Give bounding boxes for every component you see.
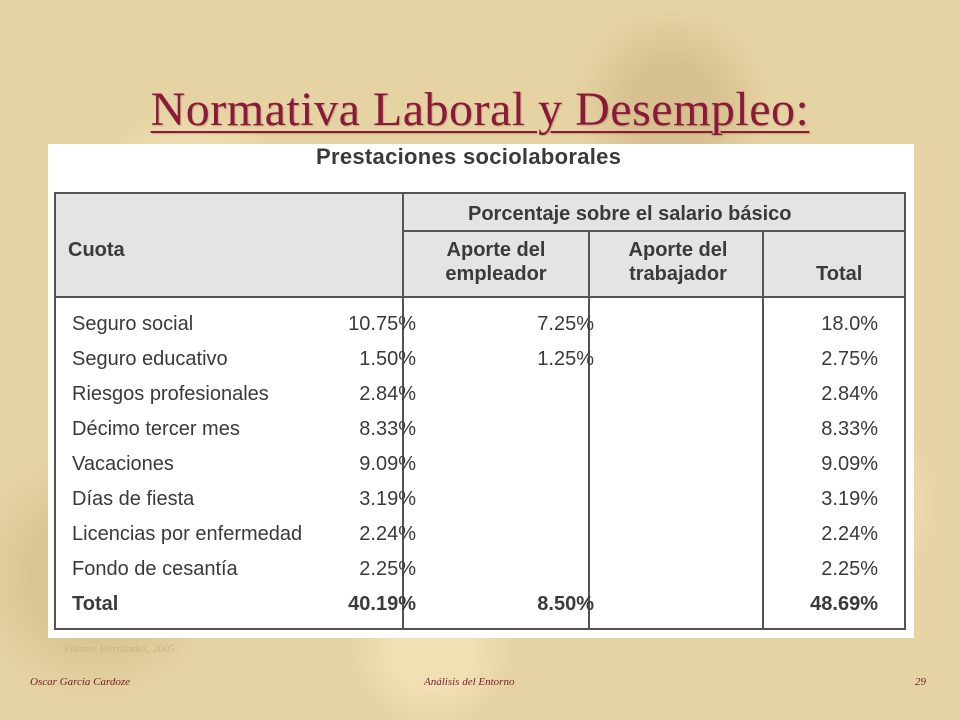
total-value: 2.25% xyxy=(821,558,878,580)
row-label: Fondo de cesantía xyxy=(72,558,238,580)
header-employer: Aporte del empleador xyxy=(445,239,547,285)
benefits-table xyxy=(54,192,906,630)
employer-value: 8.33% xyxy=(359,418,416,440)
header-group-label: Porcentaje sobre el salario básico xyxy=(468,203,792,225)
worker-value: 8.50% xyxy=(537,593,594,615)
page-number: 29 xyxy=(915,676,926,688)
slide-title: Normativa Laboral y Desempleo: xyxy=(150,83,810,136)
header-total: Total xyxy=(816,263,863,285)
employer-value: 1.50% xyxy=(359,348,416,370)
total-value: 2.84% xyxy=(821,383,878,405)
table-row-total xyxy=(56,587,904,622)
employer-value: 2.84% xyxy=(359,383,416,405)
table-row xyxy=(56,412,904,447)
table-row xyxy=(56,447,904,482)
row-label: Total xyxy=(72,593,119,615)
employer-value: 9.09% xyxy=(359,453,416,475)
employer-value: 10.75% xyxy=(348,313,416,335)
total-value: 3.19% xyxy=(821,488,878,510)
worker-value: 1.25% xyxy=(537,348,594,370)
employer-value: 40.19% xyxy=(348,593,416,615)
employer-value: 2.24% xyxy=(359,523,416,545)
header-cuota: Cuota xyxy=(68,239,125,261)
row-label: Vacaciones xyxy=(72,453,174,475)
total-value: 48.69% xyxy=(810,593,878,615)
total-value: 8.33% xyxy=(821,418,878,440)
row-label: Seguro educativo xyxy=(72,348,228,370)
row-label: Décimo tercer mes xyxy=(72,418,240,440)
table-title: Prestaciones sociolaborales xyxy=(316,144,622,169)
employer-value: 2.25% xyxy=(359,558,416,580)
header-worker: Aporte del trabajador xyxy=(628,239,728,285)
total-value: 2.24% xyxy=(821,523,878,545)
table-panel xyxy=(48,144,914,638)
worker-value: 7.25% xyxy=(537,313,594,335)
total-value: 9.09% xyxy=(821,453,878,475)
row-label: Riesgos profesionales xyxy=(72,383,269,405)
row-label: Seguro social xyxy=(72,313,194,335)
row-label: Días de fiesta xyxy=(72,488,195,510)
table-row xyxy=(56,517,904,552)
table-row xyxy=(56,377,904,412)
footer-subject: Análisis del Entorno xyxy=(424,676,515,688)
table-row xyxy=(56,482,904,517)
header-divider xyxy=(402,230,904,232)
footer-author: Oscar Garcia Cardoze xyxy=(30,676,131,688)
employer-value: 3.19% xyxy=(359,488,416,510)
source-note: Fuente: Hernández, 2005. xyxy=(64,643,178,655)
total-value: 18.0% xyxy=(821,313,878,335)
table-row xyxy=(56,342,904,377)
total-value: 2.75% xyxy=(821,348,878,370)
header-bottom-border xyxy=(56,296,904,298)
table-row xyxy=(56,552,904,587)
table-row xyxy=(56,307,904,342)
row-label: Licencias por enfermedad xyxy=(72,523,303,545)
